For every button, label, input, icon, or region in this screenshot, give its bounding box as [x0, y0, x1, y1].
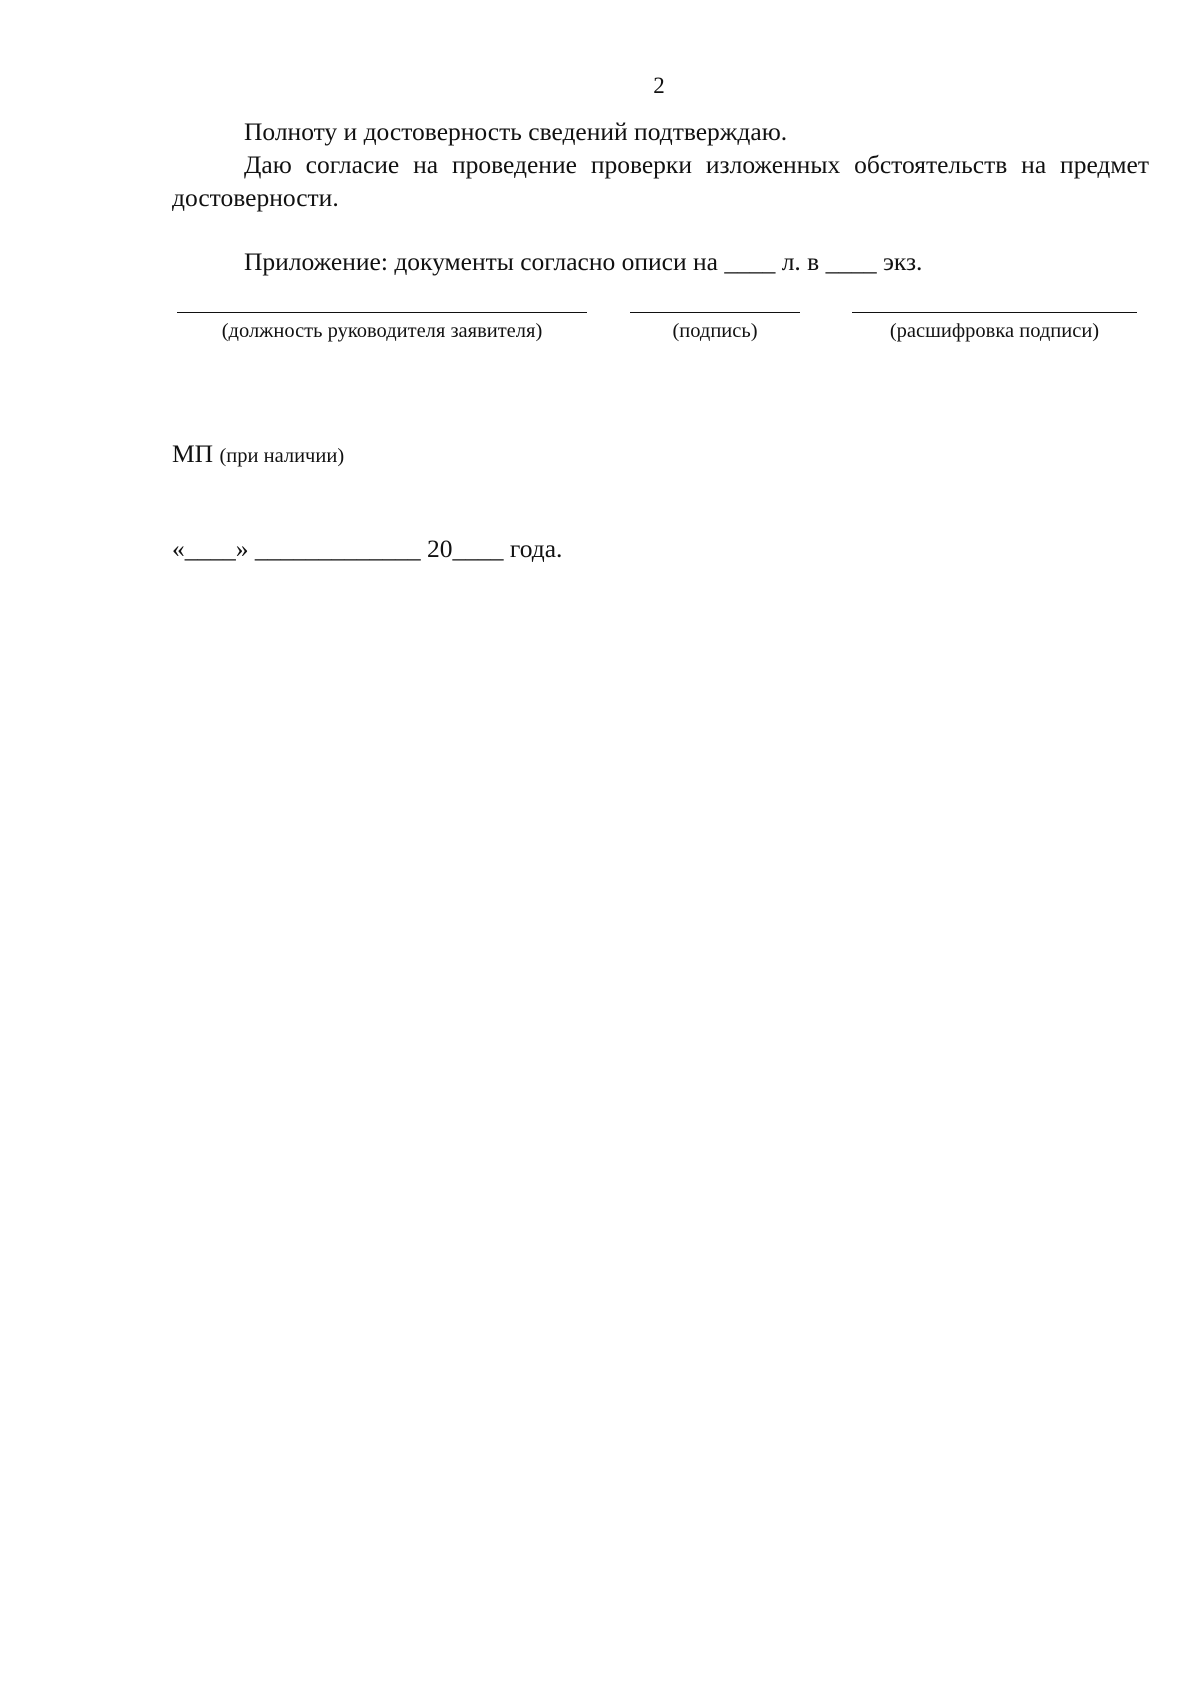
position-line [177, 312, 587, 313]
stamp-place [172, 438, 344, 472]
signature-column [630, 312, 800, 344]
attachment-paragraph: Приложение: документы согласно описи на ____ л. в ____ экз. [244, 247, 923, 276]
stamp-label: МП [172, 439, 214, 468]
page-number: 2 [653, 73, 665, 98]
decode-column [852, 312, 1137, 344]
consent-paragraph: Даю согласие на проведение проверки изложенных обстоятельств на предмет достоверности. [172, 150, 1149, 212]
stamp-note: (при наличии) [219, 445, 345, 467]
position-caption: (должность руководителя заявителя) [221, 320, 543, 342]
position-column [177, 312, 587, 344]
signature-caption: (подпись) [672, 320, 758, 342]
signature-line [630, 312, 800, 313]
signature-block [172, 312, 1149, 372]
decode-line [852, 312, 1137, 313]
confirmation-paragraph: Полноту и достоверность сведений подтверждаю. [244, 117, 788, 146]
date-line: «____» _____________ 20____ года. [172, 534, 563, 563]
decode-caption: (расшифровка подписи) [889, 320, 1100, 342]
